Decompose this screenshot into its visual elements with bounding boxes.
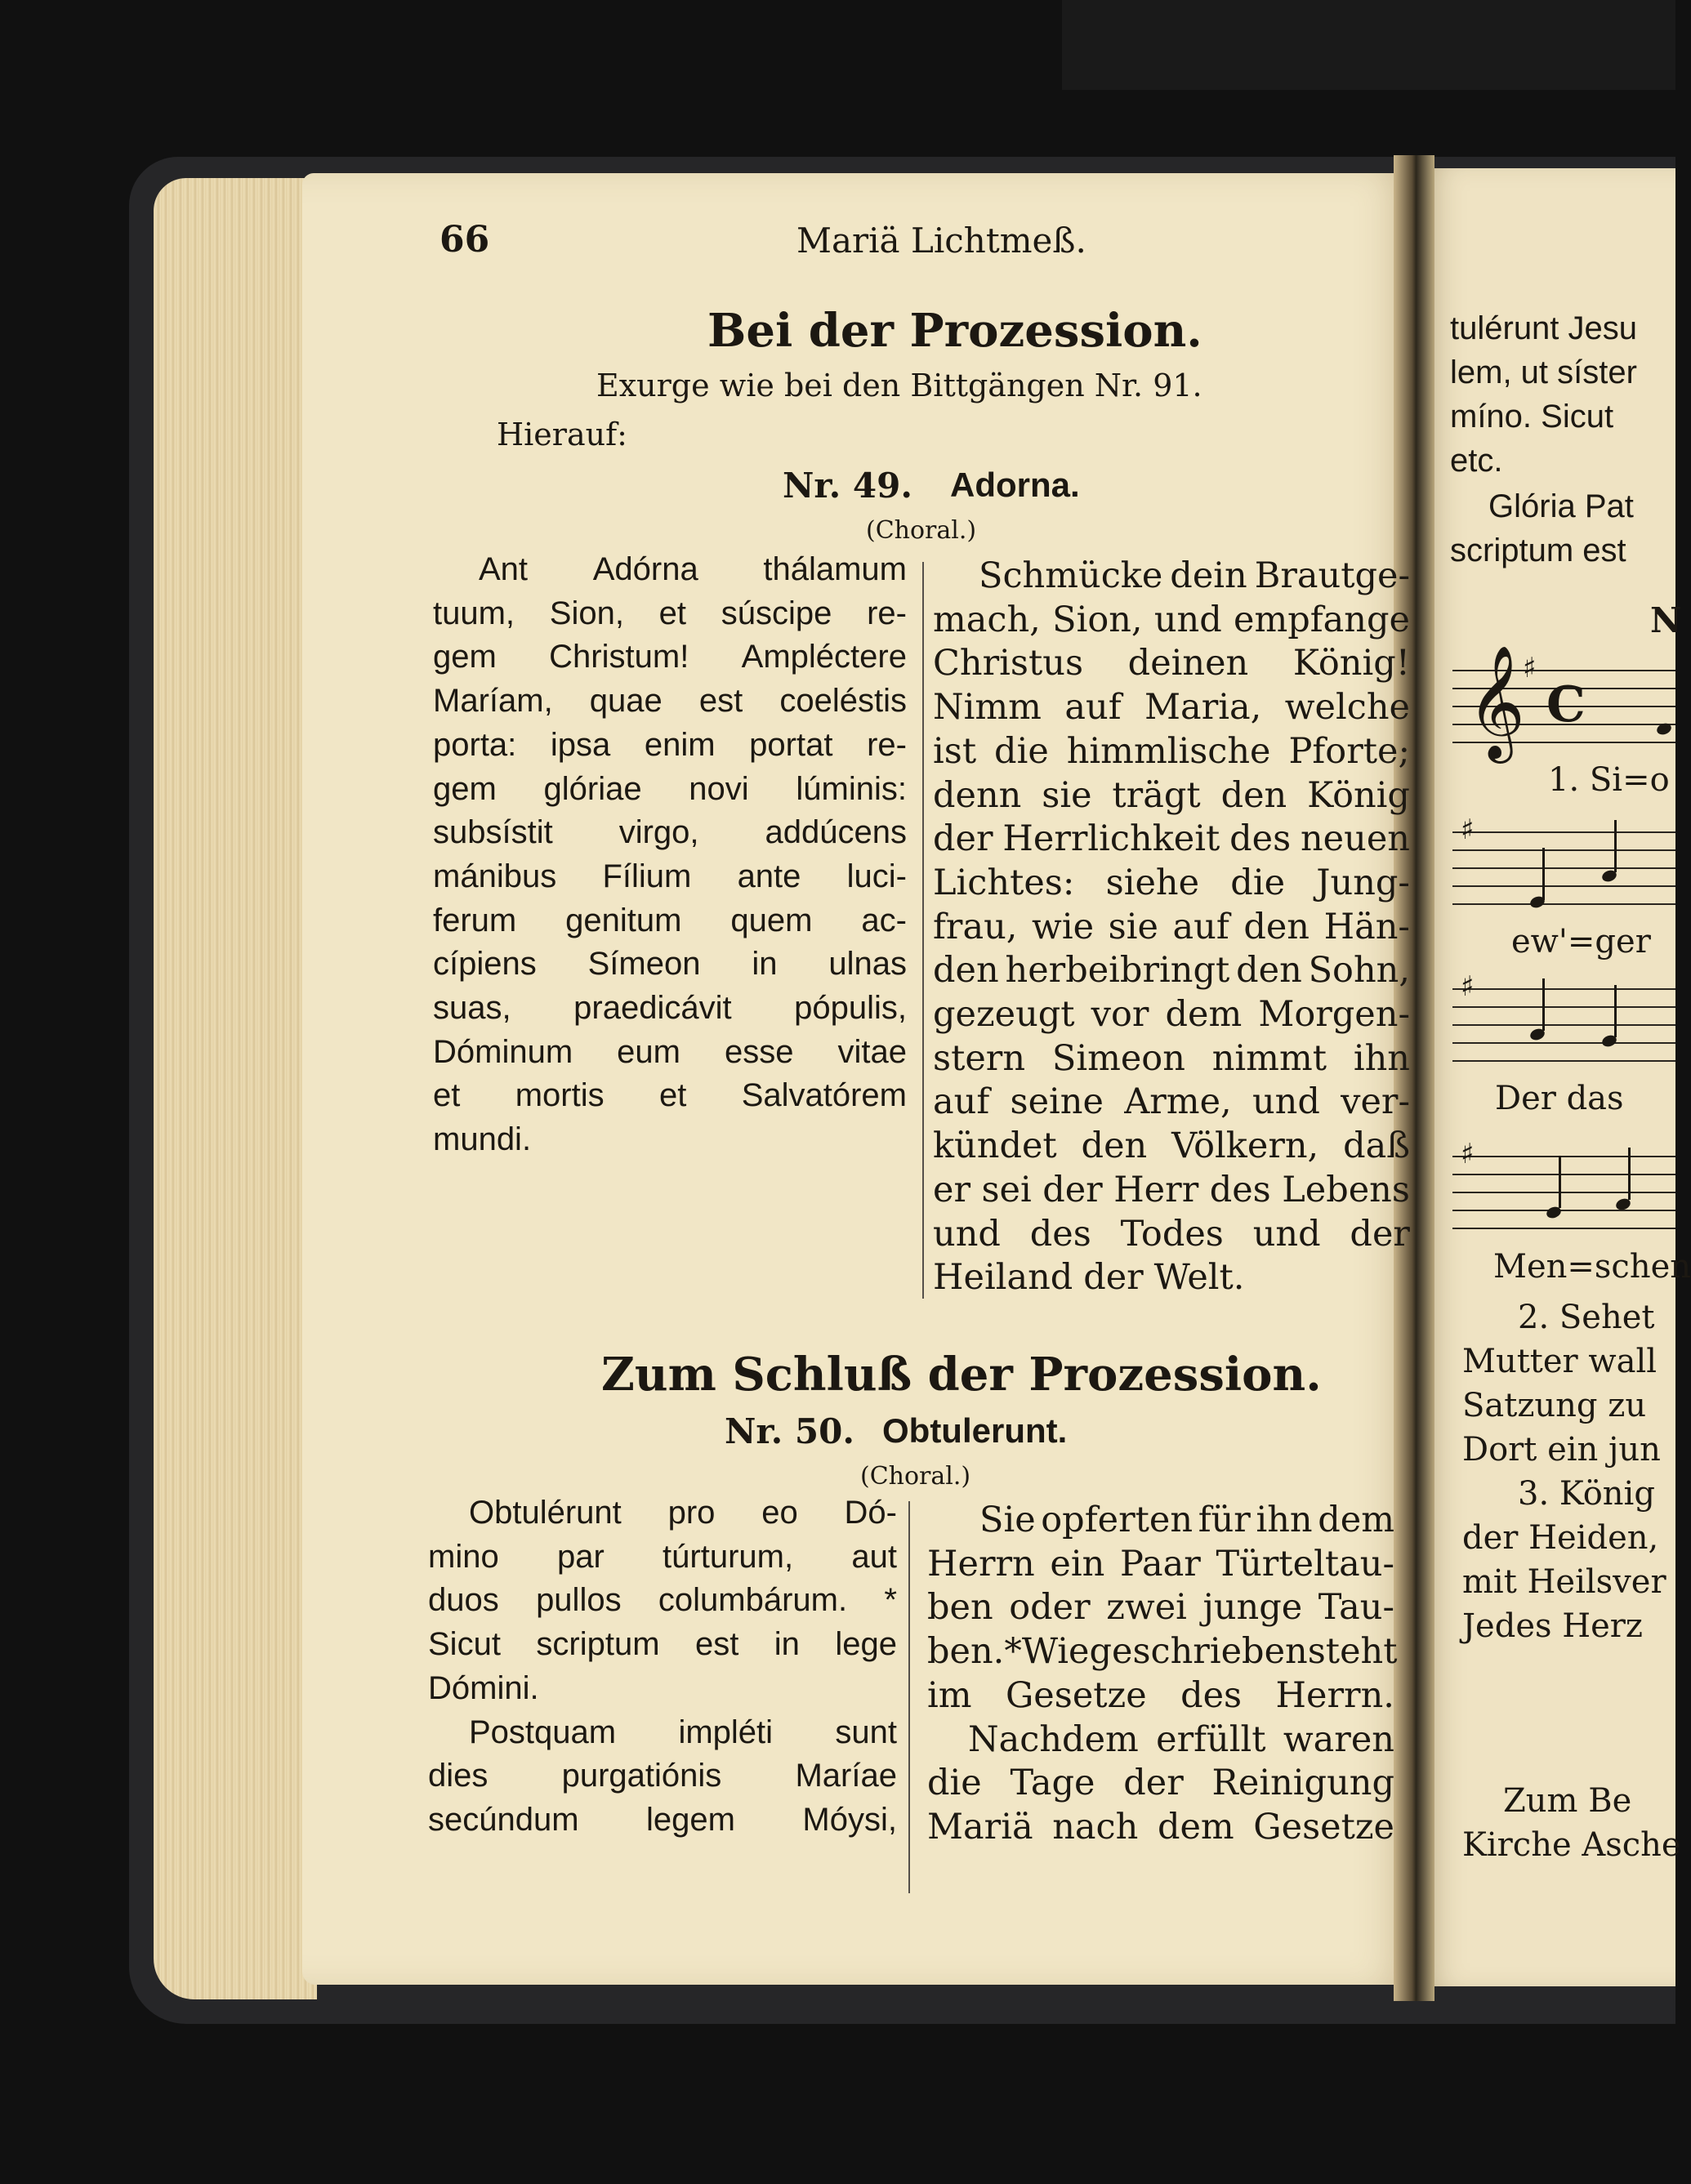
german-adorna-word: sei (981, 1169, 1032, 1210)
latin-adorna-word: suas, (433, 990, 511, 1026)
german-adorna-word: dem (1165, 994, 1243, 1035)
latin-obtulerunt-word: Móysi, (802, 1801, 897, 1838)
latin-obtulerunt-line (428, 1670, 897, 1707)
german-adorna-line (933, 818, 1410, 859)
latin-obtulerunt-word: eo (761, 1495, 798, 1531)
german-obtulerunt-word: Gesetze (1005, 1674, 1147, 1716)
german-adorna-word: der (933, 818, 993, 860)
latin-obtulerunt-word: pullos (536, 1582, 622, 1619)
german-adorna-word: dein (1170, 555, 1247, 596)
latin-adorna-word: mundi. (433, 1121, 532, 1158)
staff-lyric: Men=schen (1493, 1248, 1691, 1286)
chant-title-adorna: Adorna. (950, 466, 1080, 504)
german-adorna-word: neuen (1300, 818, 1410, 860)
german-adorna-word: empfange (1234, 599, 1410, 640)
note-stem (1542, 848, 1545, 900)
latin-obtulerunt-line (428, 1626, 897, 1663)
latin-adorna-word: Christum! (549, 639, 689, 675)
latin-obtulerunt-line (428, 1758, 897, 1794)
latin-adorna-line (479, 551, 907, 588)
german-obtulerunt-word: für (1198, 1500, 1251, 1540)
latin-adorna-word: thálamum (763, 551, 907, 587)
note-stem (1542, 978, 1545, 1031)
latin-adorna-word: Maríam, (433, 683, 553, 720)
staff-lyric: ew'=ger (1511, 923, 1651, 961)
verse-line: 2. Sehet (1518, 1299, 1655, 1336)
latin-obtulerunt-line (428, 1582, 897, 1619)
german-obtulerunt-line (927, 1587, 1394, 1628)
latin-obtulerunt-word: mino (428, 1538, 499, 1575)
procession-instruction: Exurge wie bei den Bittgängen Nr. 91. (596, 368, 1202, 403)
latin-adorna-line (433, 946, 907, 983)
german-adorna-word: und (933, 1213, 1001, 1255)
german-adorna-word: Sion, (1052, 599, 1143, 640)
latin-obtulerunt-word: pro (667, 1495, 716, 1531)
latin-adorna-word: ipsa (550, 726, 611, 763)
latin-adorna-word: addúcens (765, 814, 907, 851)
german-obtulerunt-line (979, 1500, 1394, 1540)
german-obtulerunt-line (927, 1763, 1394, 1803)
latin-adorna-word: Dóminum (433, 1033, 573, 1070)
german-adorna-word: siehe (1105, 862, 1200, 903)
german-adorna-line (933, 1038, 1410, 1079)
german-adorna-word: er (933, 1169, 971, 1210)
verse-line: mit Heilsver (1462, 1563, 1666, 1601)
latin-adorna-word: praedicávit (573, 990, 732, 1026)
german-obtulerunt-word: Sie (979, 1500, 1036, 1540)
german-adorna-word: den (1236, 950, 1302, 992)
latin-obtulerunt-word: impléti (678, 1714, 774, 1750)
german-adorna-word: Lichtes: (933, 862, 1075, 903)
latin-adorna-word: Salvatórem (741, 1077, 907, 1114)
choral-label-50: (Choral.) (860, 1462, 971, 1491)
right-page-line: lem, ut síster (1450, 354, 1637, 390)
latin-obtulerunt-word: legem (646, 1801, 735, 1838)
german-adorna-word: König! (1292, 643, 1410, 684)
german-obtulerunt-word: ein (1050, 1543, 1105, 1585)
german-obtulerunt-word: des (1180, 1674, 1243, 1716)
music-staff-3 (1452, 970, 1675, 1062)
latin-obtulerunt-word: Dómini. (428, 1669, 539, 1706)
german-adorna-word: kündet (933, 1125, 1057, 1167)
latin-adorna-line (433, 595, 907, 632)
german-adorna-word: welche (1284, 687, 1410, 729)
latin-adorna-line (433, 990, 907, 1027)
german-obtulerunt-word: Herrn (927, 1543, 1035, 1585)
german-adorna-word: und (1252, 1213, 1321, 1255)
german-adorna-line (933, 1257, 1410, 1298)
german-adorna-word: ihn (1353, 1037, 1410, 1079)
note-stem (1614, 820, 1617, 872)
right-nr-fragment: N (1650, 600, 1682, 640)
german-obtulerunt-word: *Wie (1004, 1631, 1090, 1673)
german-obtulerunt-word: Tage (1010, 1763, 1095, 1804)
latin-adorna-word: pópulis, (794, 990, 907, 1026)
german-obtulerunt-word: Nachdem (968, 1718, 1139, 1760)
latin-adorna-line (433, 727, 907, 764)
german-obtulerunt-word: Gesetze (1253, 1806, 1394, 1847)
latin-obtulerunt-word: sunt (835, 1714, 897, 1750)
latin-adorna-word: ante (737, 858, 801, 894)
latin-adorna-word: ferum (433, 902, 517, 938)
german-adorna-word: auf (1172, 906, 1229, 947)
german-obtulerunt-word: opferten (1041, 1500, 1194, 1540)
german-obtulerunt-word: im (927, 1674, 972, 1716)
latin-obtulerunt-word: Sicut (428, 1626, 501, 1663)
verse-line: Mutter wall (1462, 1343, 1658, 1380)
german-adorna-word: ver- (1341, 1081, 1410, 1123)
sharp-icon: ♯ (1461, 1138, 1475, 1170)
latin-obtulerunt-word: columbárum. (658, 1582, 848, 1619)
german-adorna-line (933, 1170, 1410, 1210)
german-obtulerunt-word: erfüllt (1156, 1718, 1266, 1760)
german-adorna-word: wie (1032, 906, 1095, 947)
latin-adorna-line (433, 1077, 907, 1114)
german-obtulerunt-word: ben (927, 1587, 993, 1629)
german-adorna-word: Todes (1120, 1213, 1224, 1255)
german-obtulerunt-word: ben. (927, 1631, 1005, 1673)
german-adorna-word: stern (933, 1037, 1026, 1079)
latin-adorna-word: cípiens (433, 946, 537, 983)
german-adorna-word: Simeon (1051, 1037, 1185, 1079)
german-adorna-word: und (1252, 1081, 1320, 1123)
right-page-line: tulérunt Jesu (1450, 310, 1638, 346)
german-obtulerunt-word: Mariä (927, 1806, 1033, 1847)
german-obtulerunt-line (968, 1719, 1394, 1760)
latin-obtulerunt-line (428, 1802, 897, 1839)
german-adorna-word: König (1307, 774, 1410, 816)
german-adorna-word: der (1042, 1169, 1103, 1210)
right-page-line: Glória Pat (1488, 488, 1634, 524)
latin-adorna-word: glóriae (543, 770, 642, 807)
latin-obtulerunt-word: par (556, 1538, 605, 1575)
german-adorna-word: auf (933, 1081, 990, 1123)
note-stem (1628, 1148, 1631, 1200)
chant-number-50: Nr. 50. (725, 1411, 854, 1451)
latin-obtulerunt-word: duos (428, 1582, 499, 1619)
latin-adorna-word: Ampléctere (741, 639, 907, 675)
german-adorna-word: Brautge- (1254, 555, 1410, 596)
german-obtulerunt-word: Paar (1119, 1543, 1201, 1585)
german-adorna-word: Schmücke (979, 555, 1163, 596)
german-adorna-word: denn (933, 774, 1022, 816)
german-adorna-word: Lebens (1282, 1169, 1410, 1210)
german-adorna-word: Sohn, (1308, 950, 1410, 992)
column-divider-2 (908, 1501, 910, 1893)
german-adorna-word: den (1220, 774, 1287, 816)
latin-adorna-word: Fílium (602, 858, 692, 894)
latin-adorna-word: enim (644, 726, 716, 763)
page-number: 66 (439, 219, 490, 261)
german-adorna-word: Jung- (1316, 862, 1410, 903)
common-time-icon: C (1546, 676, 1586, 733)
german-adorna-line (933, 1214, 1410, 1255)
german-obtulerunt-word: waren (1283, 1718, 1394, 1760)
latin-adorna-word: eum (617, 1033, 680, 1070)
page-edges (154, 178, 317, 1999)
german-adorna-line (933, 862, 1410, 903)
note-stem (1614, 985, 1617, 1037)
latin-adorna-word: Ant (479, 551, 529, 587)
german-adorna-word: deinen (1127, 643, 1249, 684)
verse-line: Satzung zu (1462, 1387, 1647, 1424)
column-divider-1 (922, 562, 924, 1299)
latin-adorna-word: ac- (861, 902, 907, 938)
chant-title-obtulerunt: Obtulerunt. (882, 1411, 1068, 1450)
german-adorna-word: daß (1343, 1125, 1410, 1167)
latin-obtulerunt-word: aut (851, 1538, 897, 1575)
latin-adorna-word: genitum (565, 902, 682, 938)
german-adorna-line (933, 907, 1410, 947)
german-adorna-word: der (1350, 1213, 1410, 1255)
latin-adorna-word: porta: (433, 726, 517, 763)
music-staff-1 (1452, 645, 1675, 759)
german-adorna-word: trägt (1112, 774, 1201, 816)
latin-adorna-word: súscipe (721, 595, 832, 631)
verse-line: Jedes Herz (1462, 1607, 1643, 1645)
german-adorna-word: und (1153, 599, 1222, 640)
german-adorna-line (933, 599, 1410, 640)
german-obtulerunt-word: dem (1157, 1806, 1234, 1847)
german-adorna-word: Hän- (1323, 906, 1410, 947)
german-obtulerunt-line (927, 1675, 1394, 1716)
latin-adorna-word: gem (433, 639, 497, 675)
german-obtulerunt-word: steht (1307, 1631, 1398, 1673)
german-adorna-line (979, 555, 1410, 596)
latin-adorna-word: portat (749, 726, 833, 763)
german-adorna-word: Herrlichkeit (1002, 818, 1220, 860)
german-adorna-word: Christus (933, 643, 1084, 684)
hierauf-label: Hierauf: (497, 417, 627, 452)
german-adorna-word: des (1209, 1169, 1271, 1210)
latin-adorna-word: tuum, (433, 595, 515, 631)
latin-adorna-word: virgo, (618, 814, 699, 851)
german-adorna-word: Nimm (933, 687, 1042, 729)
latin-adorna-word: ulnas (828, 946, 907, 983)
background (1062, 0, 1675, 90)
german-adorna-word: herbeibringt (1005, 950, 1230, 992)
latin-obtulerunt-word: scriptum (536, 1626, 660, 1663)
german-obtulerunt-line (927, 1544, 1394, 1585)
latin-obtulerunt-word: lege (835, 1626, 897, 1663)
latin-adorna-line (433, 683, 907, 720)
german-adorna-word: Heiland (933, 1257, 1073, 1299)
german-adorna-word: himmlische (1066, 730, 1271, 772)
latin-adorna-word: mánibus (433, 858, 557, 894)
note-stem (1559, 1156, 1561, 1208)
latin-adorna-word: et (433, 1077, 461, 1114)
latin-adorna-word: gem (433, 770, 497, 807)
right-page-line: etc. (1450, 443, 1503, 479)
german-obtulerunt-word: geschrieben (1089, 1631, 1308, 1673)
choral-label-49: (Choral.) (866, 516, 977, 545)
treble-clef-icon: 𝄞 (1467, 645, 1525, 759)
german-obtulerunt-word: Herrn. (1275, 1674, 1394, 1716)
latin-adorna-line (433, 903, 907, 939)
latin-adorna-word: re- (867, 726, 907, 763)
latin-adorna-word: Símeon (587, 946, 701, 983)
german-adorna-word: ist (933, 730, 977, 772)
latin-obtulerunt-word: * (884, 1582, 897, 1619)
german-adorna-line (933, 731, 1410, 772)
section-title-end-procession: Zum Schluß der Prozession. (601, 1348, 1322, 1402)
german-obtulerunt-word: ihn (1256, 1500, 1313, 1540)
music-staff-4 (1452, 1138, 1675, 1229)
section-title-procession: Bei der Prozession. (707, 304, 1202, 358)
german-obtulerunt-word: der (1123, 1763, 1184, 1804)
sharp-icon: ♯ (1461, 813, 1475, 846)
chant-number-49: Nr. 49. (783, 466, 912, 506)
german-adorna-word: Pforte; (1288, 730, 1410, 772)
german-adorna-word: Arme, (1124, 1081, 1232, 1123)
latin-adorna-word: vitae (837, 1033, 907, 1070)
staff-lyric: Der das (1495, 1080, 1624, 1117)
german-adorna-word: sie (1042, 774, 1092, 816)
german-adorna-line (933, 775, 1410, 816)
latin-adorna-word: et (658, 1077, 687, 1114)
latin-obtulerunt-word: túrturum, (663, 1538, 794, 1575)
latin-obtulerunt-line (469, 1714, 897, 1751)
german-adorna-line (933, 950, 1410, 991)
german-obtulerunt-word: die (927, 1763, 982, 1804)
latin-obtulerunt-word: in (774, 1626, 800, 1663)
music-staff-2 (1452, 813, 1675, 905)
german-adorna-word: des (1029, 1213, 1091, 1255)
german-adorna-word: auf (1064, 687, 1122, 729)
latin-adorna-line (433, 814, 907, 851)
german-obtulerunt-word: Tau- (1318, 1587, 1394, 1629)
right-page-line: scriptum est (1450, 533, 1626, 568)
latin-adorna-word: re- (867, 595, 907, 631)
german-obtulerunt-word: oder (1009, 1587, 1091, 1629)
german-obtulerunt-word: Türteltau- (1216, 1543, 1394, 1585)
german-obtulerunt-line (927, 1807, 1394, 1847)
german-obtulerunt-word: dem (1318, 1500, 1394, 1540)
german-adorna-word: den (1081, 1125, 1148, 1167)
latin-adorna-word: et (658, 595, 687, 631)
latin-obtulerunt-word: Maríae (795, 1758, 897, 1794)
verse-line: der Heiden, (1462, 1519, 1659, 1557)
german-adorna-word: mach, (933, 599, 1041, 640)
latin-obtulerunt-word: secúndum (428, 1801, 579, 1838)
german-adorna-word: den (1243, 906, 1310, 947)
latin-adorna-word: novi (689, 770, 749, 807)
latin-adorna-word: Sion, (549, 595, 624, 631)
german-adorna-word: Maria, (1144, 687, 1262, 729)
german-adorna-line (933, 643, 1410, 684)
german-adorna-word: seine (1010, 1081, 1104, 1123)
german-adorna-word: der (1083, 1257, 1144, 1299)
german-adorna-word: vor (1091, 994, 1149, 1035)
latin-obtulerunt-word: purgatiónis (561, 1758, 722, 1794)
german-adorna-word: des (1229, 818, 1292, 860)
verse-line: 3. König (1518, 1475, 1655, 1513)
german-adorna-word: Welt. (1153, 1257, 1245, 1299)
german-adorna-line (933, 687, 1410, 728)
right-page-line: míno. Sicut (1450, 399, 1614, 435)
latin-adorna-word: coeléstis (779, 683, 907, 720)
german-adorna-word: sie (1108, 906, 1158, 947)
right-page-line: Kirche Asche (1462, 1826, 1681, 1864)
latin-obtulerunt-line (469, 1495, 897, 1531)
german-adorna-line (933, 994, 1410, 1035)
german-adorna-word: Völkern, (1171, 1125, 1319, 1167)
latin-adorna-word: est (698, 683, 743, 720)
latin-adorna-word: esse (724, 1033, 794, 1070)
latin-adorna-word: quae (589, 683, 663, 720)
staff-lyric: 1. Si=o (1548, 761, 1670, 799)
german-adorna-word: frau, (933, 906, 1018, 947)
latin-adorna-line (433, 771, 907, 808)
latin-adorna-word: in (752, 946, 778, 983)
german-adorna-word: Morgen- (1258, 994, 1410, 1035)
latin-adorna-line (433, 1034, 907, 1071)
german-adorna-word: den (933, 950, 999, 992)
german-obtulerunt-word: junge (1202, 1587, 1303, 1629)
right-page (1423, 168, 1675, 1986)
latin-adorna-word: quem (730, 902, 813, 938)
german-obtulerunt-word: Reinigung (1211, 1763, 1394, 1804)
latin-adorna-line (433, 639, 907, 675)
latin-obtulerunt-word: Postquam (469, 1714, 617, 1750)
german-adorna-line (933, 1125, 1410, 1166)
german-adorna-line (933, 1081, 1410, 1122)
latin-adorna-word: mortis (515, 1077, 605, 1114)
german-adorna-word: die (1230, 862, 1286, 903)
german-adorna-word: die (994, 730, 1049, 772)
latin-obtulerunt-line (428, 1539, 897, 1576)
german-obtulerunt-word: zwei (1106, 1587, 1187, 1629)
german-obtulerunt-word: nach (1052, 1806, 1139, 1847)
verse-line: Dort ein jun (1462, 1431, 1661, 1469)
latin-obtulerunt-word: est (694, 1626, 739, 1663)
latin-adorna-line (433, 858, 907, 895)
latin-adorna-word: luci- (846, 858, 907, 894)
latin-obtulerunt-word: Obtulérunt (469, 1495, 622, 1531)
german-adorna-word: nimmt (1211, 1037, 1327, 1079)
german-adorna-word: Herr (1113, 1169, 1199, 1210)
latin-obtulerunt-word: dies (428, 1758, 489, 1794)
latin-adorna-word: Adórna (592, 551, 698, 587)
running-head: Mariä Lichtmeß. (796, 221, 1086, 261)
latin-adorna-word: lúminis: (796, 770, 907, 807)
sharp-icon: ♯ (1523, 652, 1537, 684)
right-page-line: Zum Be (1503, 1782, 1632, 1820)
german-obtulerunt-line (927, 1631, 1398, 1673)
german-adorna-word: gezeugt (933, 994, 1075, 1035)
latin-obtulerunt-word: Dó- (844, 1495, 897, 1531)
latin-adorna-word: subsístit (433, 814, 553, 851)
latin-adorna-line (433, 1121, 907, 1158)
sharp-icon: ♯ (1461, 970, 1475, 1003)
